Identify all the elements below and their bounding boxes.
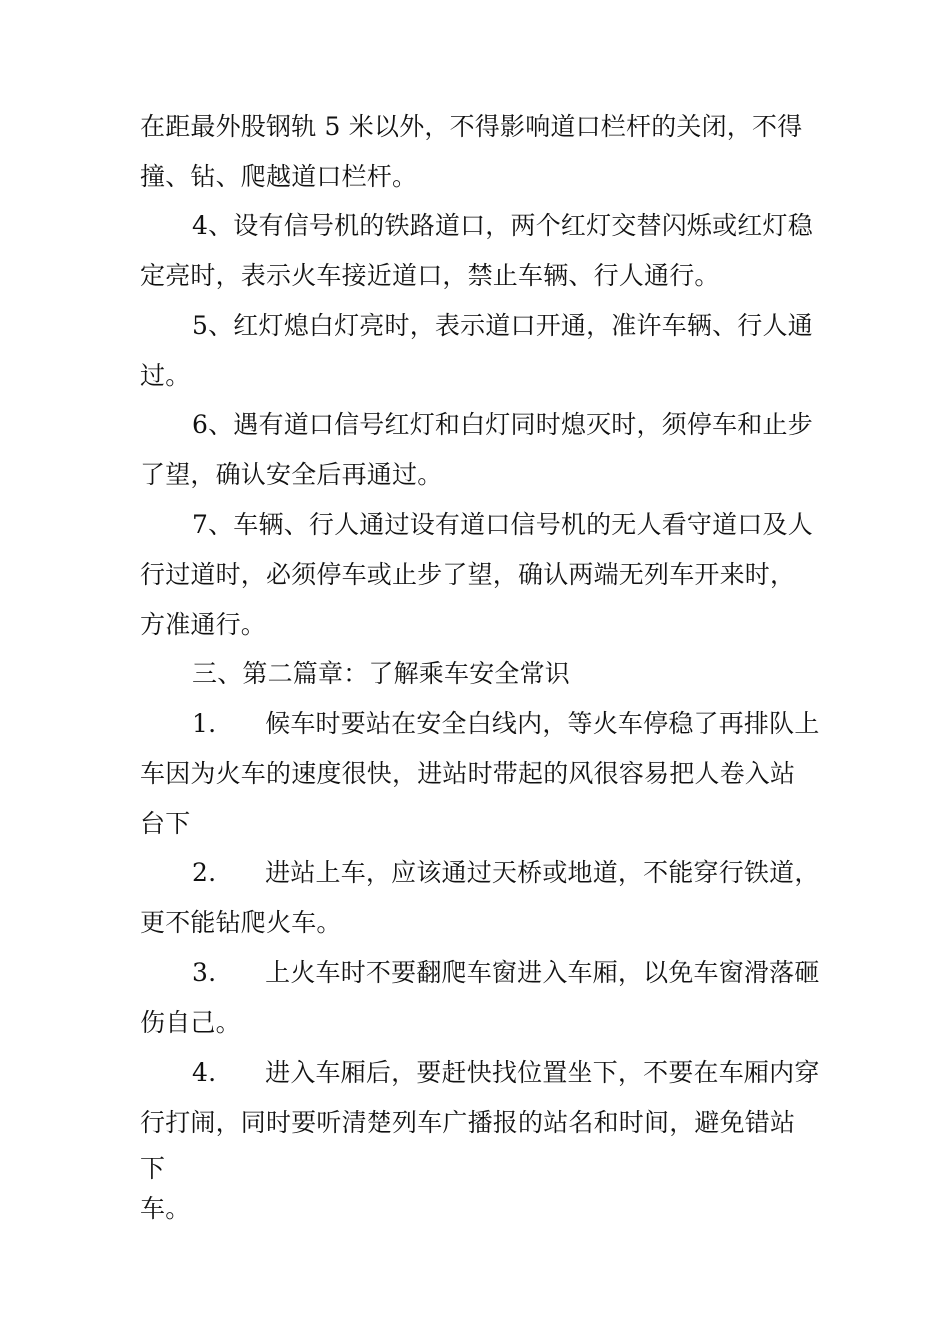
- text-line: 车。: [140, 1194, 191, 1223]
- text-line: 定亮时，表示火车接近道口，禁止车辆、行人通行。: [140, 261, 720, 290]
- text-line: 了望，确认安全后再通过。: [140, 460, 443, 489]
- text-line: 下: [140, 1154, 166, 1183]
- text-line: 台下: [140, 809, 191, 838]
- text-line: 车因为火车的速度很快，进站时带起的风很容易把人卷入站: [140, 759, 796, 788]
- paragraph-4-start: 4、设有信号机的铁路道口，两个红灯交替闪烁或红灯稳: [192, 211, 813, 240]
- list-item-3-start: 3. 上火车时不要翻爬车窗进入车厢，以免车窗滑落砸: [192, 958, 820, 987]
- text-line: 更不能钻爬火车。: [140, 908, 342, 937]
- paragraph-5-start: 5、红灯熄白灯亮时，表示道口开通，准许车辆、行人通: [192, 311, 813, 340]
- list-item-1-start: 1. 候车时要站在安全白线内，等火车停稳了再排队上: [192, 709, 820, 738]
- text-line: 在距最外股钢轨 5 米以外，不得影响道口栏杆的关闭，不得: [140, 112, 803, 141]
- text-line: 方准通行。: [140, 610, 267, 639]
- text-line: 伤自己。: [140, 1008, 241, 1037]
- text-line: 过。: [140, 361, 191, 390]
- paragraph-7-start: 7、车辆、行人通过设有道口信号机的无人看守道口及人: [192, 510, 813, 539]
- paragraph-6-start: 6、遇有道口信号红灯和白灯同时熄灭时，须停车和止步: [192, 410, 813, 439]
- list-item-4-start: 4. 进入车厢后，要赶快找位置坐下，不要在车厢内穿: [192, 1058, 820, 1087]
- section-heading: 三、第二篇章：了解乘车安全常识: [192, 659, 571, 688]
- text-line: 行过道时，必须停车或止步了望，确认两端无列车开来时，: [140, 560, 796, 589]
- text-line: 撞、钻、爬越道口栏杆。: [140, 162, 418, 191]
- list-item-2-start: 2. 进站上车，应该通过天桥或地道，不能穿行铁道，: [192, 858, 820, 887]
- text-line: 行打闹，同时要听清楚列车广播报的站名和时间，避免错站: [140, 1108, 796, 1137]
